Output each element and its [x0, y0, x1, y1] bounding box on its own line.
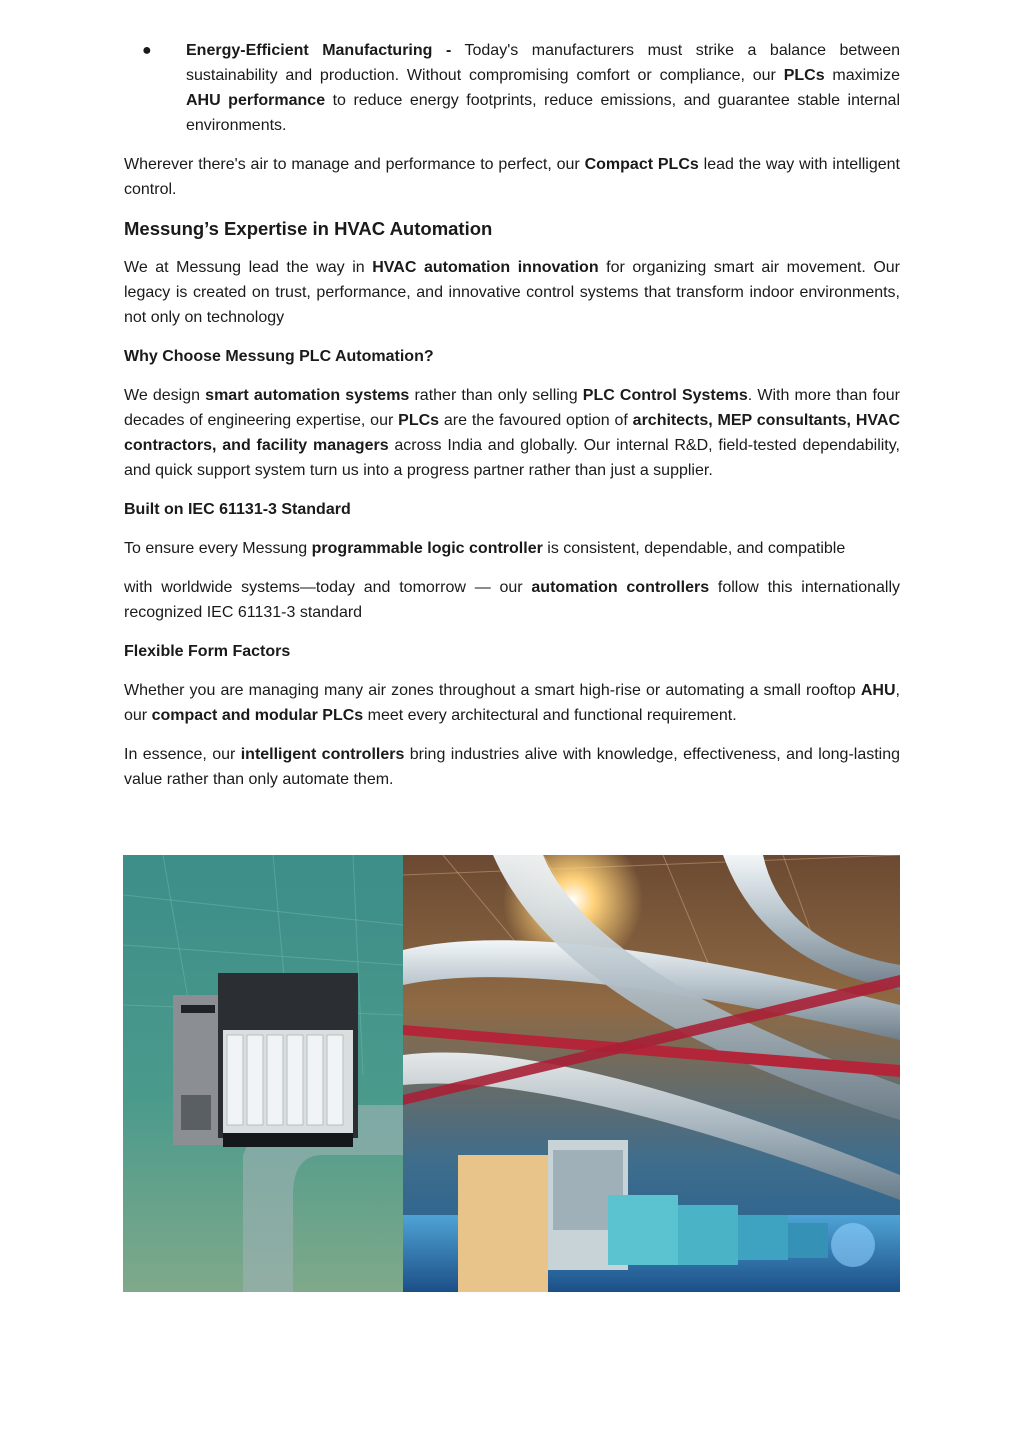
- expertise-paragraph: We at Messung lead the way in HVAC automation innovation for organizing smart air movement. Our legacy is created on trust, performance, and innovative control systems that transform indoor environments, not only on technology: [124, 259, 901, 326]
- plc-module: [173, 973, 358, 1147]
- document-body: [124, 38, 900, 806]
- why-paragraph: We design smart automation systems rather than only selling PLC Control Systems. With more than four decades of engineering expertise, our PLCs are the favoured option of architects, MEP consultants, HVAC contractors, and facility managers across India and globally. Our internal R&D, field-tested dependability, and quick support system turn us into a progress partner rather than just a supplier.: [124, 387, 901, 479]
- heading-flexible-form-factors: Flexible Form Factors: [124, 643, 291, 660]
- iec-paragraph-1: To ensure every Messung programmable logic controller is consistent, dependable, and compatible: [124, 540, 846, 557]
- bullet-marker: ●: [142, 42, 152, 59]
- essence-paragraph: In essence, our intelligent controllers bring industries alive with knowledge, effectiveness, and long-lasting value rather than only automate them.: [124, 746, 901, 788]
- floor-light: [831, 1223, 875, 1267]
- bullet-lead: Energy-Efficient Manufacturing -: [186, 42, 452, 59]
- hvac-plc-illustration: [123, 855, 900, 1292]
- flex-paragraph: Whether you are managing many air zones throughout a smart high-rise or automating a small rooftop AHU, our compact and modular PLCs meet every architectural and functional requirement.: [124, 682, 900, 724]
- heading-expertise: Messung’s Expertise in HVAC Automation: [124, 218, 493, 239]
- bullet-energy-efficient: ● Energy-Efficient Manufacturing - Today's manufacturers must strike a balance between sustainability and production. Without compromising comfort or compliance, our PLCs maximize AHU performance to reduce energy footprints, reduce emissions, and guarantee stable internal environments.: [124, 38, 900, 138]
- iec-paragraph-2: with worldwide systems—today and tomorrow — our automation controllers follow this internationally recognized IEC 61131-3 standard: [124, 579, 900, 621]
- heading-iec-standard: Built on IEC 61131-3 Standard: [124, 501, 351, 518]
- hvac-plc-illustration-svg: [123, 855, 900, 1292]
- intro-paragraph: Wherever there's air to manage and performance to perfect, our Compact PLCs lead the way with intelligent control.: [124, 156, 901, 198]
- heading-why-choose: Why Choose Messung PLC Automation?: [124, 348, 434, 365]
